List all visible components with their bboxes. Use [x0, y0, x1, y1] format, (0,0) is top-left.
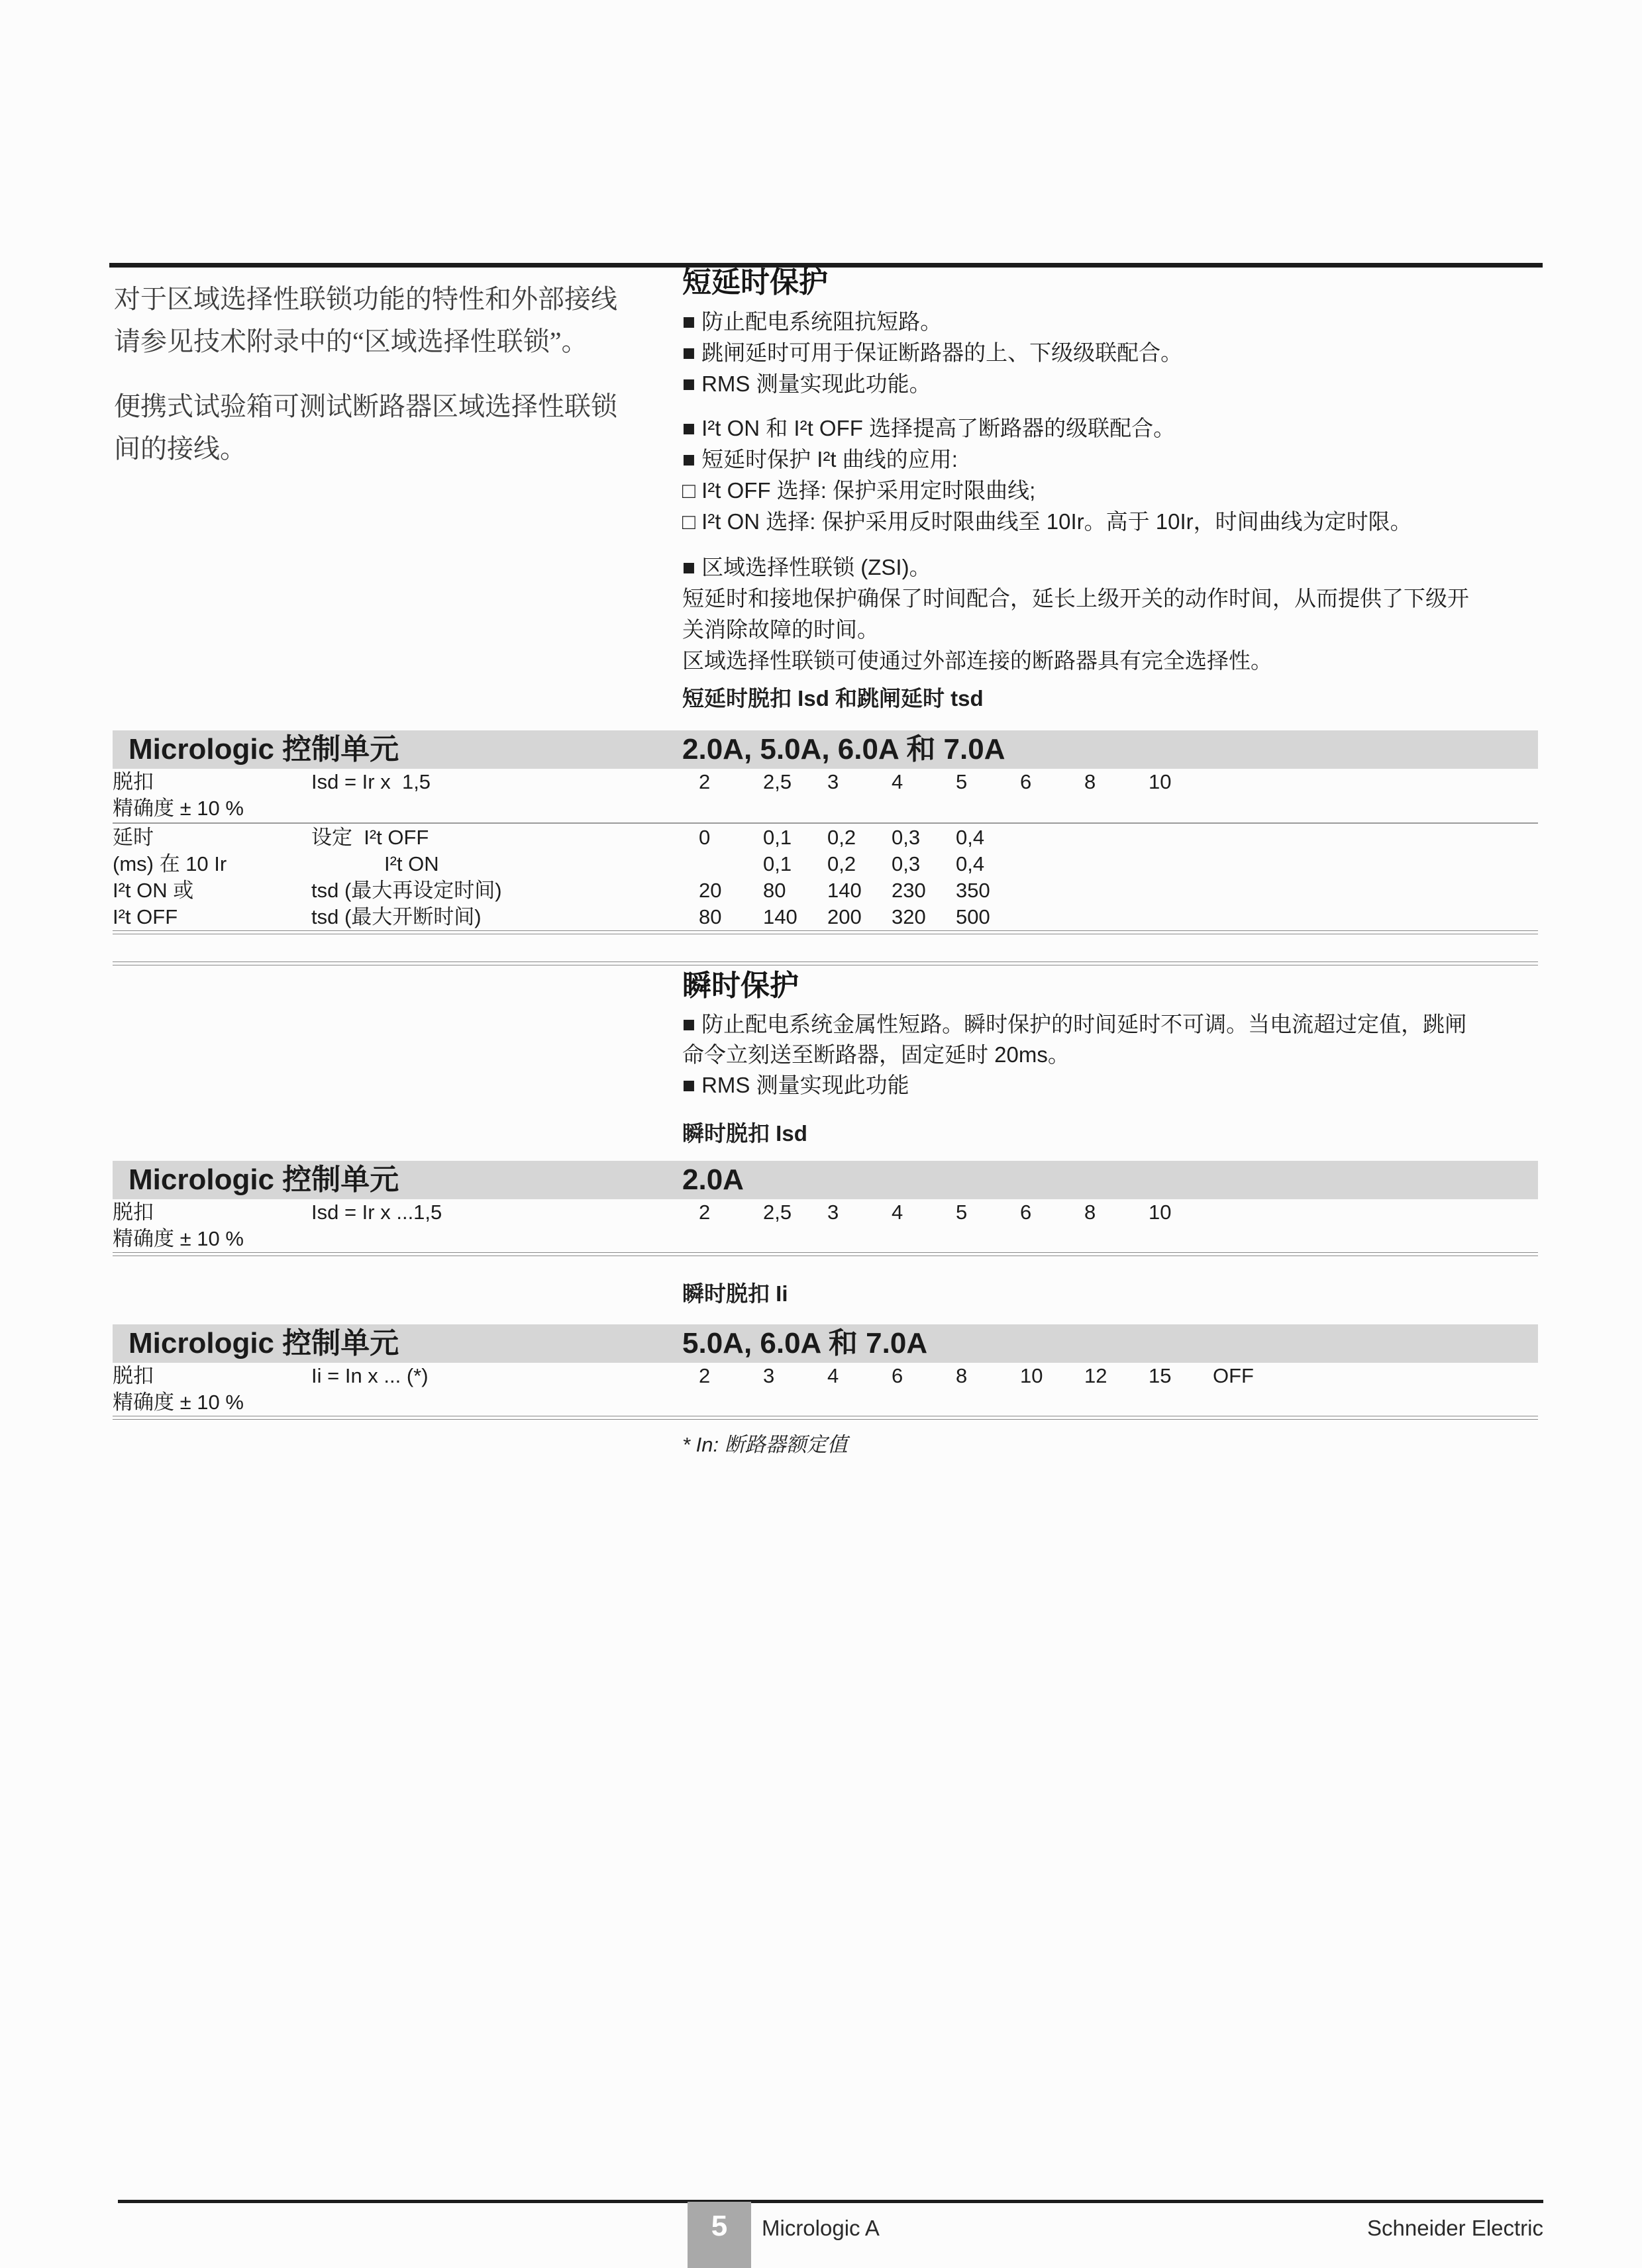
table-header-models: 5.0A, 6.0A 和 7.0A [682, 1327, 928, 1359]
table-header-models: 2.0A [682, 1163, 744, 1196]
cell-value: 350 [956, 879, 990, 902]
cell-value: 140 [763, 905, 797, 928]
cell-value: 3 [827, 770, 839, 793]
table-header [113, 730, 1538, 769]
cell-value: 10 [1149, 1201, 1172, 1224]
row-label: I²t OFF [113, 905, 178, 928]
cell-value: 2,5 [763, 1201, 792, 1224]
row-sublabel: Isd = Ir x 1,5 [311, 770, 431, 793]
cell-value: 0,3 [892, 852, 921, 875]
table-header-product: Micrologic 控制单元 [128, 733, 399, 765]
bullet-line: ■ 防止配电系统阻抗短路。 [682, 309, 943, 334]
row-label: 脱扣 [113, 1201, 154, 1224]
cell-value: 10 [1020, 1364, 1043, 1387]
cell-value: 6 [1020, 1201, 1032, 1224]
cell-value: 200 [827, 905, 862, 928]
intro-line: 对于区域选择性联锁功能的特性和外部接线 [114, 284, 617, 314]
cell-value: 8 [1084, 770, 1096, 793]
cell-value: 0,3 [892, 826, 921, 849]
spacer [682, 537, 1610, 552]
row-label: 精确度 ± 10 % [113, 1391, 244, 1414]
cell-value: 5 [956, 1201, 968, 1224]
row-label: I²t ON 或 [113, 879, 194, 902]
table-header-product: Micrologic 控制单元 [128, 1327, 399, 1359]
table-caption: 瞬时脱扣 Isd [682, 1121, 807, 1146]
table-row [113, 1389, 1538, 1416]
row-label: 脱扣 [113, 770, 154, 793]
section-title: 短延时保护 [682, 266, 828, 299]
cell-value: 15 [1149, 1364, 1172, 1387]
page-number: 5 [711, 2210, 728, 2242]
table-header-models: 2.0A, 5.0A, 6.0A 和 7.0A [682, 733, 1005, 765]
body-line: 命令立刻送至断路器，固定延时 20ms。 [682, 1042, 1070, 1067]
cell-value: 3 [763, 1364, 775, 1387]
table-row [113, 769, 1538, 795]
bullet-line: ■ 防止配电系统金属性短路。瞬时保护的时间延时不可调。当电流超过定值，跳闸 [682, 1012, 1467, 1036]
cell-value: 2 [699, 770, 711, 793]
cell-value: OFF [1213, 1364, 1254, 1387]
bullet-line: □ I²t ON 选择: 保护采用反时限曲线至 10Ir。高于 10Ir，时间曲线为定时限。 [682, 509, 1412, 534]
row-sublabel: 设定 I²t OFF [311, 826, 429, 849]
cell-value: 2,5 [763, 770, 792, 793]
cell-value: 230 [892, 879, 926, 902]
cell-value: 8 [1084, 1201, 1096, 1224]
footer-rule [118, 2200, 1543, 2203]
spacer [682, 399, 1610, 413]
row-sublabel: I²t ON [384, 852, 439, 875]
table-header [113, 1161, 1538, 1199]
bullet-line: ■ 区域选择性联锁 (ZSI)。 [682, 555, 931, 579]
table-row [113, 1363, 1538, 1389]
footer-brand: Schneider Electric [1367, 2216, 1543, 2240]
cell-value: 2 [699, 1364, 711, 1387]
cell-value: 0,1 [763, 852, 792, 875]
cell-value: 12 [1084, 1364, 1107, 1387]
cell-value: 0,1 [763, 826, 792, 849]
intro-paragraphs [114, 278, 657, 470]
cell-value: 0,2 [827, 826, 856, 849]
cell-value: 500 [956, 905, 990, 928]
short-delay-section [682, 265, 1610, 714]
row-sublabel: Isd = Ir x ...1,5 [311, 1201, 442, 1224]
table-bottom-rule [113, 1416, 1538, 1420]
cell-value: 80 [699, 905, 722, 928]
bullet-line: ■ RMS 测量实现此功能 [682, 1073, 909, 1097]
footer-doc-title: Micrologic A [762, 2216, 880, 2240]
cell-value: 3 [827, 1201, 839, 1224]
row-label: 精确度 ± 10 % [113, 797, 244, 820]
table-row [113, 851, 1538, 877]
instantaneous-isd-table [113, 1161, 1538, 1256]
cell-value: 0,4 [956, 852, 985, 875]
cell-value: 0 [699, 826, 711, 849]
cell-value [699, 851, 763, 877]
cell-value: 4 [892, 1201, 903, 1224]
intro-line: 间的接线。 [114, 434, 246, 464]
bullet-line: ■ 短延时保护 I²t 曲线的应用: [682, 447, 958, 471]
row-sublabel: tsd (最大再设定时间) [311, 879, 502, 902]
row-label: 脱扣 [113, 1364, 154, 1387]
cell-value: 8 [956, 1364, 968, 1387]
footnote: * In: 断路器额定值 [682, 1433, 848, 1456]
table-inner-rule [113, 822, 1538, 824]
table-row [113, 1226, 1538, 1252]
cell-value: 6 [892, 1364, 903, 1387]
short-delay-settings-table [113, 730, 1538, 934]
cell-value: 0,2 [827, 852, 856, 875]
row-label: 精确度 ± 10 % [113, 1227, 244, 1250]
table-caption: 短延时脱扣 Isd 和跳闸延时 tsd [682, 686, 984, 711]
row-sublabel: tsd (最大开断时间) [311, 905, 482, 928]
bullet-line: ■ RMS 测量实现此功能。 [682, 371, 931, 396]
table-header [113, 1324, 1538, 1363]
table-row [113, 824, 1538, 851]
instantaneous-ii-table [113, 1324, 1538, 1420]
cell-value: 4 [892, 770, 903, 793]
cell-value: 5 [956, 770, 968, 793]
cell-value: 2 [699, 1201, 711, 1224]
table-header-product: Micrologic 控制单元 [128, 1163, 399, 1196]
table-row [113, 1199, 1538, 1226]
intro-line: 请参见技术附录中的“区域选择性联锁”。 [114, 326, 588, 356]
body-line: 关消除故障的时间。 [682, 617, 879, 642]
table-row [113, 795, 1538, 822]
cell-value: 20 [699, 879, 722, 902]
cell-value: 320 [892, 905, 926, 928]
cell-value: 10 [1149, 770, 1172, 793]
row-sublabel: Ii = In x ... (*) [311, 1364, 429, 1387]
cell-value: 80 [763, 879, 786, 902]
bullet-line: ■ I²t ON 和 I²t OFF 选择提高了断路器的级联配合。 [682, 416, 1176, 440]
row-label: (ms) 在 10 Ir [113, 852, 227, 875]
body-line: 区域选择性联锁可使通过外部连接的断路器具有完全选择性。 [682, 648, 1272, 673]
cell-value: 0,4 [956, 826, 985, 849]
section-separator-rule [113, 961, 1538, 965]
cell-value: 6 [1020, 770, 1032, 793]
bullet-line: ■ 跳闸延时可用于保证断路器的上、下级级联配合。 [682, 340, 1183, 365]
body-line: 短延时和接地保护确保了时间配合，延长上级开关的动作时间，从而提供了下级开 [682, 586, 1469, 611]
table-bottom-rule [113, 930, 1538, 934]
page-number-badge [688, 2202, 751, 2268]
cell-value: 140 [827, 879, 862, 902]
table-row [113, 904, 1538, 930]
bullet-line: □ I²t OFF 选择: 保护采用定时限曲线; [682, 478, 1036, 503]
intro-line: 便携式试验箱可测试断路器区域选择性联锁 [114, 391, 617, 421]
table-row [113, 877, 1538, 904]
section-title: 瞬时保护 [682, 969, 799, 1002]
row-label: 延时 [113, 826, 154, 849]
instantaneous-section [682, 968, 1610, 1149]
table-caption: 瞬时脱扣 Ii [682, 1281, 788, 1306]
table-bottom-rule [113, 1252, 1538, 1256]
cell-value: 4 [827, 1364, 839, 1387]
